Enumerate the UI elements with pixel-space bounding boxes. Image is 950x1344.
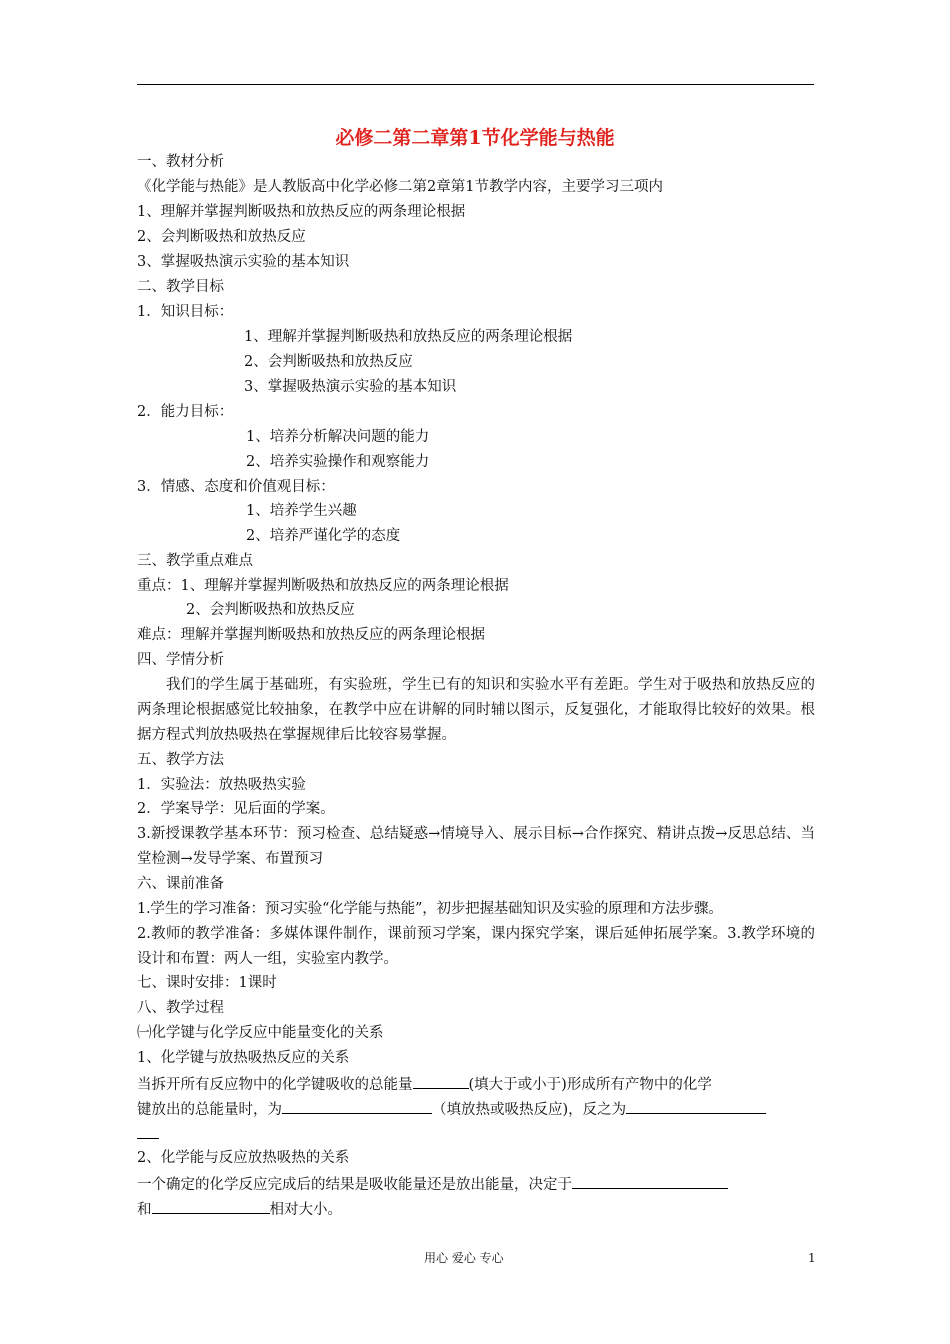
emotion-goal-item-1: 1、培养学生兴趣 [246, 503, 357, 519]
teacher-preparation: 2.教师的教学准备：多媒体课件制作，课前预习学案，课内探究学案，课后延伸拓展学案。3.教学环境的设计和布置：两人一组，实验室内教学。 [137, 926, 815, 967]
key-point-1: 重点：1、理解并掌握判断吸热和放热反应的两条理论根据 [137, 578, 509, 594]
fill-text: 和 [137, 1202, 152, 1218]
method-guided-study: 2．学案导学：见后面的学案。 [137, 801, 335, 817]
ability-goal-item-1: 1、培养分析解决问题的能力 [246, 429, 430, 445]
fill-text: 一个确定的化学反应完成后的结果是吸收能量还是放出能量，决定于 [137, 1177, 572, 1193]
fill-question-1-line-3 [137, 1123, 159, 1145]
student-analysis-paragraph: 我们的学生属于基础班，有实验班，学生已有的知识和实验水平有差距。学生对于吸热和放热反应的两条理论根据感觉比较抽象，在教学中应在讲解的同时辅以图示，反复强化，才能取得比较好的效果。根据方程式判放热吸热在掌握规律后比较容易掌握。 [137, 677, 815, 743]
section-heading-student-analysis: 四、学情分析 [137, 652, 224, 668]
answer-blank[interactable] [137, 1123, 159, 1139]
page-number: 1 [808, 1251, 816, 1265]
student-preparation: 1.学生的学习准备：预习实验“化学能与热能”，初步把握基础知识及实验的原理和方法步骤。 [137, 901, 723, 917]
answer-blank[interactable] [626, 1098, 766, 1114]
fill-question-2-line-1 [137, 1173, 728, 1195]
fill-text: 当拆开所有反应物中的化学键吸收的总能量 [137, 1077, 413, 1093]
section-heading-textbook-analysis: 一、教材分析 [137, 154, 224, 170]
knowledge-goal-label: 1．知识目标： [137, 304, 234, 320]
answer-blank[interactable] [152, 1198, 270, 1214]
header-rule [137, 84, 814, 85]
knowledge-goal-item-3: 3、掌握吸热演示实验的基本知识 [244, 379, 457, 395]
textbook-item-2: 2、会判断吸热和放热反应 [137, 229, 306, 245]
fill-question-1-line-2 [137, 1098, 766, 1120]
answer-blank[interactable] [572, 1173, 728, 1189]
answer-blank[interactable] [282, 1098, 432, 1114]
fill-text: 相对大小。 [269, 1202, 342, 1218]
ability-goal-label: 2．能力目标： [137, 404, 234, 420]
knowledge-goal-item-1: 1、理解并掌握判断吸热和放热反应的两条理论根据 [244, 329, 573, 345]
section-heading-teaching-process: 八、教学过程 [137, 1000, 224, 1016]
section-heading-key-points: 三、教学重点难点 [137, 553, 253, 569]
process-subsection-1: ㈠化学键与化学反应中能量变化的关系 [137, 1025, 384, 1041]
method-basic-steps: 3.新授课教学基本环节：预习检查、总结疑惑→情境导入、展示目标→合作探究、精讲点拨→反思总结、当堂检测→发导学案、布置预习 [137, 826, 815, 867]
answer-blank[interactable] [413, 1073, 469, 1089]
process-subsection-1-2: 2、化学能与反应放热吸热的关系 [137, 1150, 350, 1166]
emotion-goal-label: 3．情感、态度和价值观目标： [137, 479, 335, 495]
textbook-intro: 《化学能与热能》是人教版高中化学必修二第2章第1节教学内容，主要学习三项内 [137, 179, 663, 195]
knowledge-goal-item-2: 2、会判断吸热和放热反应 [244, 354, 413, 370]
textbook-item-3: 3、掌握吸热演示实验的基本知识 [137, 254, 350, 270]
section-heading-preparation: 六、课前准备 [137, 876, 224, 892]
fill-text: (填大于或小于)形成所有产物中的化学 [468, 1077, 712, 1093]
fill-text: 键放出的总能量时，为 [137, 1102, 282, 1118]
ability-goal-item-2: 2、培养实验操作和观察能力 [246, 454, 430, 470]
key-point-2: 2、会判断吸热和放热反应 [186, 602, 355, 618]
section-heading-teaching-goals: 二、教学目标 [137, 279, 224, 295]
emotion-goal-item-2: 2、培养严谨化学的态度 [246, 528, 401, 544]
fill-question-1-line-1 [137, 1073, 712, 1095]
method-experiment: 1．实验法：放热吸热实验 [137, 777, 306, 793]
difficult-point: 难点：理解并掌握判断吸热和放热反应的两条理论根据 [137, 627, 485, 643]
process-subsection-1-1: 1、化学键与放热吸热反应的关系 [137, 1050, 350, 1066]
section-heading-class-hours: 七、课时安排：1课时 [137, 975, 277, 991]
fill-question-2-line-2 [137, 1198, 342, 1220]
section-heading-teaching-methods: 五、教学方法 [137, 752, 224, 768]
document-title: 必修二第二章第1节化学能与热能 [335, 127, 615, 149]
fill-text: （填放热或吸热反应)，反之为 [432, 1102, 627, 1118]
footer-motto: 用心 爱心 专心 [424, 1251, 504, 1265]
textbook-item-1: 1、理解并掌握判断吸热和放热反应的两条理论根据 [137, 204, 466, 220]
